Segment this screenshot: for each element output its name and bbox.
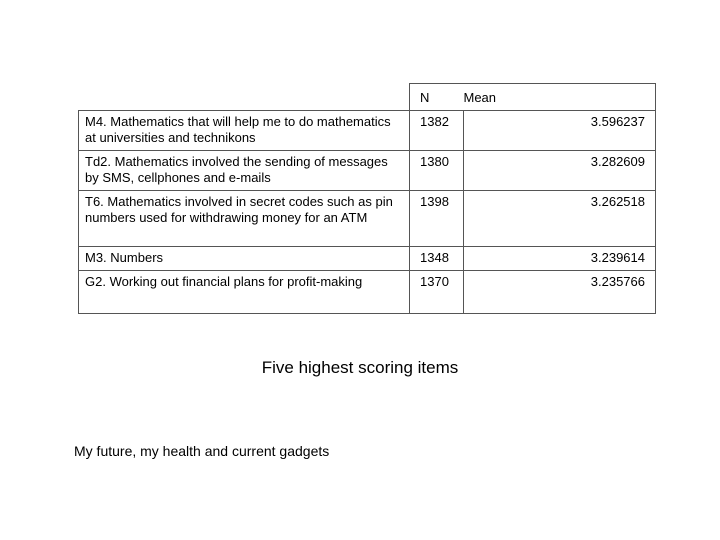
row-n: 1398	[410, 191, 464, 247]
table-header-row	[79, 84, 656, 111]
table-caption: Five highest scoring items	[261, 358, 459, 377]
header-n: N	[410, 84, 464, 111]
scores-table	[78, 83, 656, 314]
row-label: T6. Mathematics involved in secret codes such as pin numbers used for withdrawing money for an ATM	[79, 191, 410, 247]
row-n: 1380	[410, 151, 464, 191]
row-mean: 3.282609	[464, 151, 656, 191]
table-row	[79, 111, 656, 151]
row-n: 1348	[410, 247, 464, 271]
data-table-container	[78, 83, 655, 314]
table-row	[79, 271, 656, 314]
row-mean: 3.235766	[464, 271, 656, 314]
row-label: G2. Working out financial plans for profit-making	[79, 271, 410, 314]
row-label: M4. Mathematics that will help me to do mathematics at universities and technikons	[79, 111, 410, 151]
row-label: Td2. Mathematics involved the sending of messages by SMS, cellphones and e-mails	[79, 151, 410, 191]
table-row	[79, 151, 656, 191]
row-label: M3. Numbers	[79, 247, 410, 271]
row-mean: 3.262518	[464, 191, 656, 247]
row-mean: 3.596237	[464, 111, 656, 151]
row-n: 1382	[410, 111, 464, 151]
footer-text: My future, my health and current gadgets	[74, 443, 330, 459]
header-blank	[79, 84, 410, 111]
header-mean: Mean	[464, 84, 656, 111]
row-mean: 3.239614	[464, 247, 656, 271]
table-row	[79, 191, 656, 247]
row-n: 1370	[410, 271, 464, 314]
table-row	[79, 247, 656, 271]
